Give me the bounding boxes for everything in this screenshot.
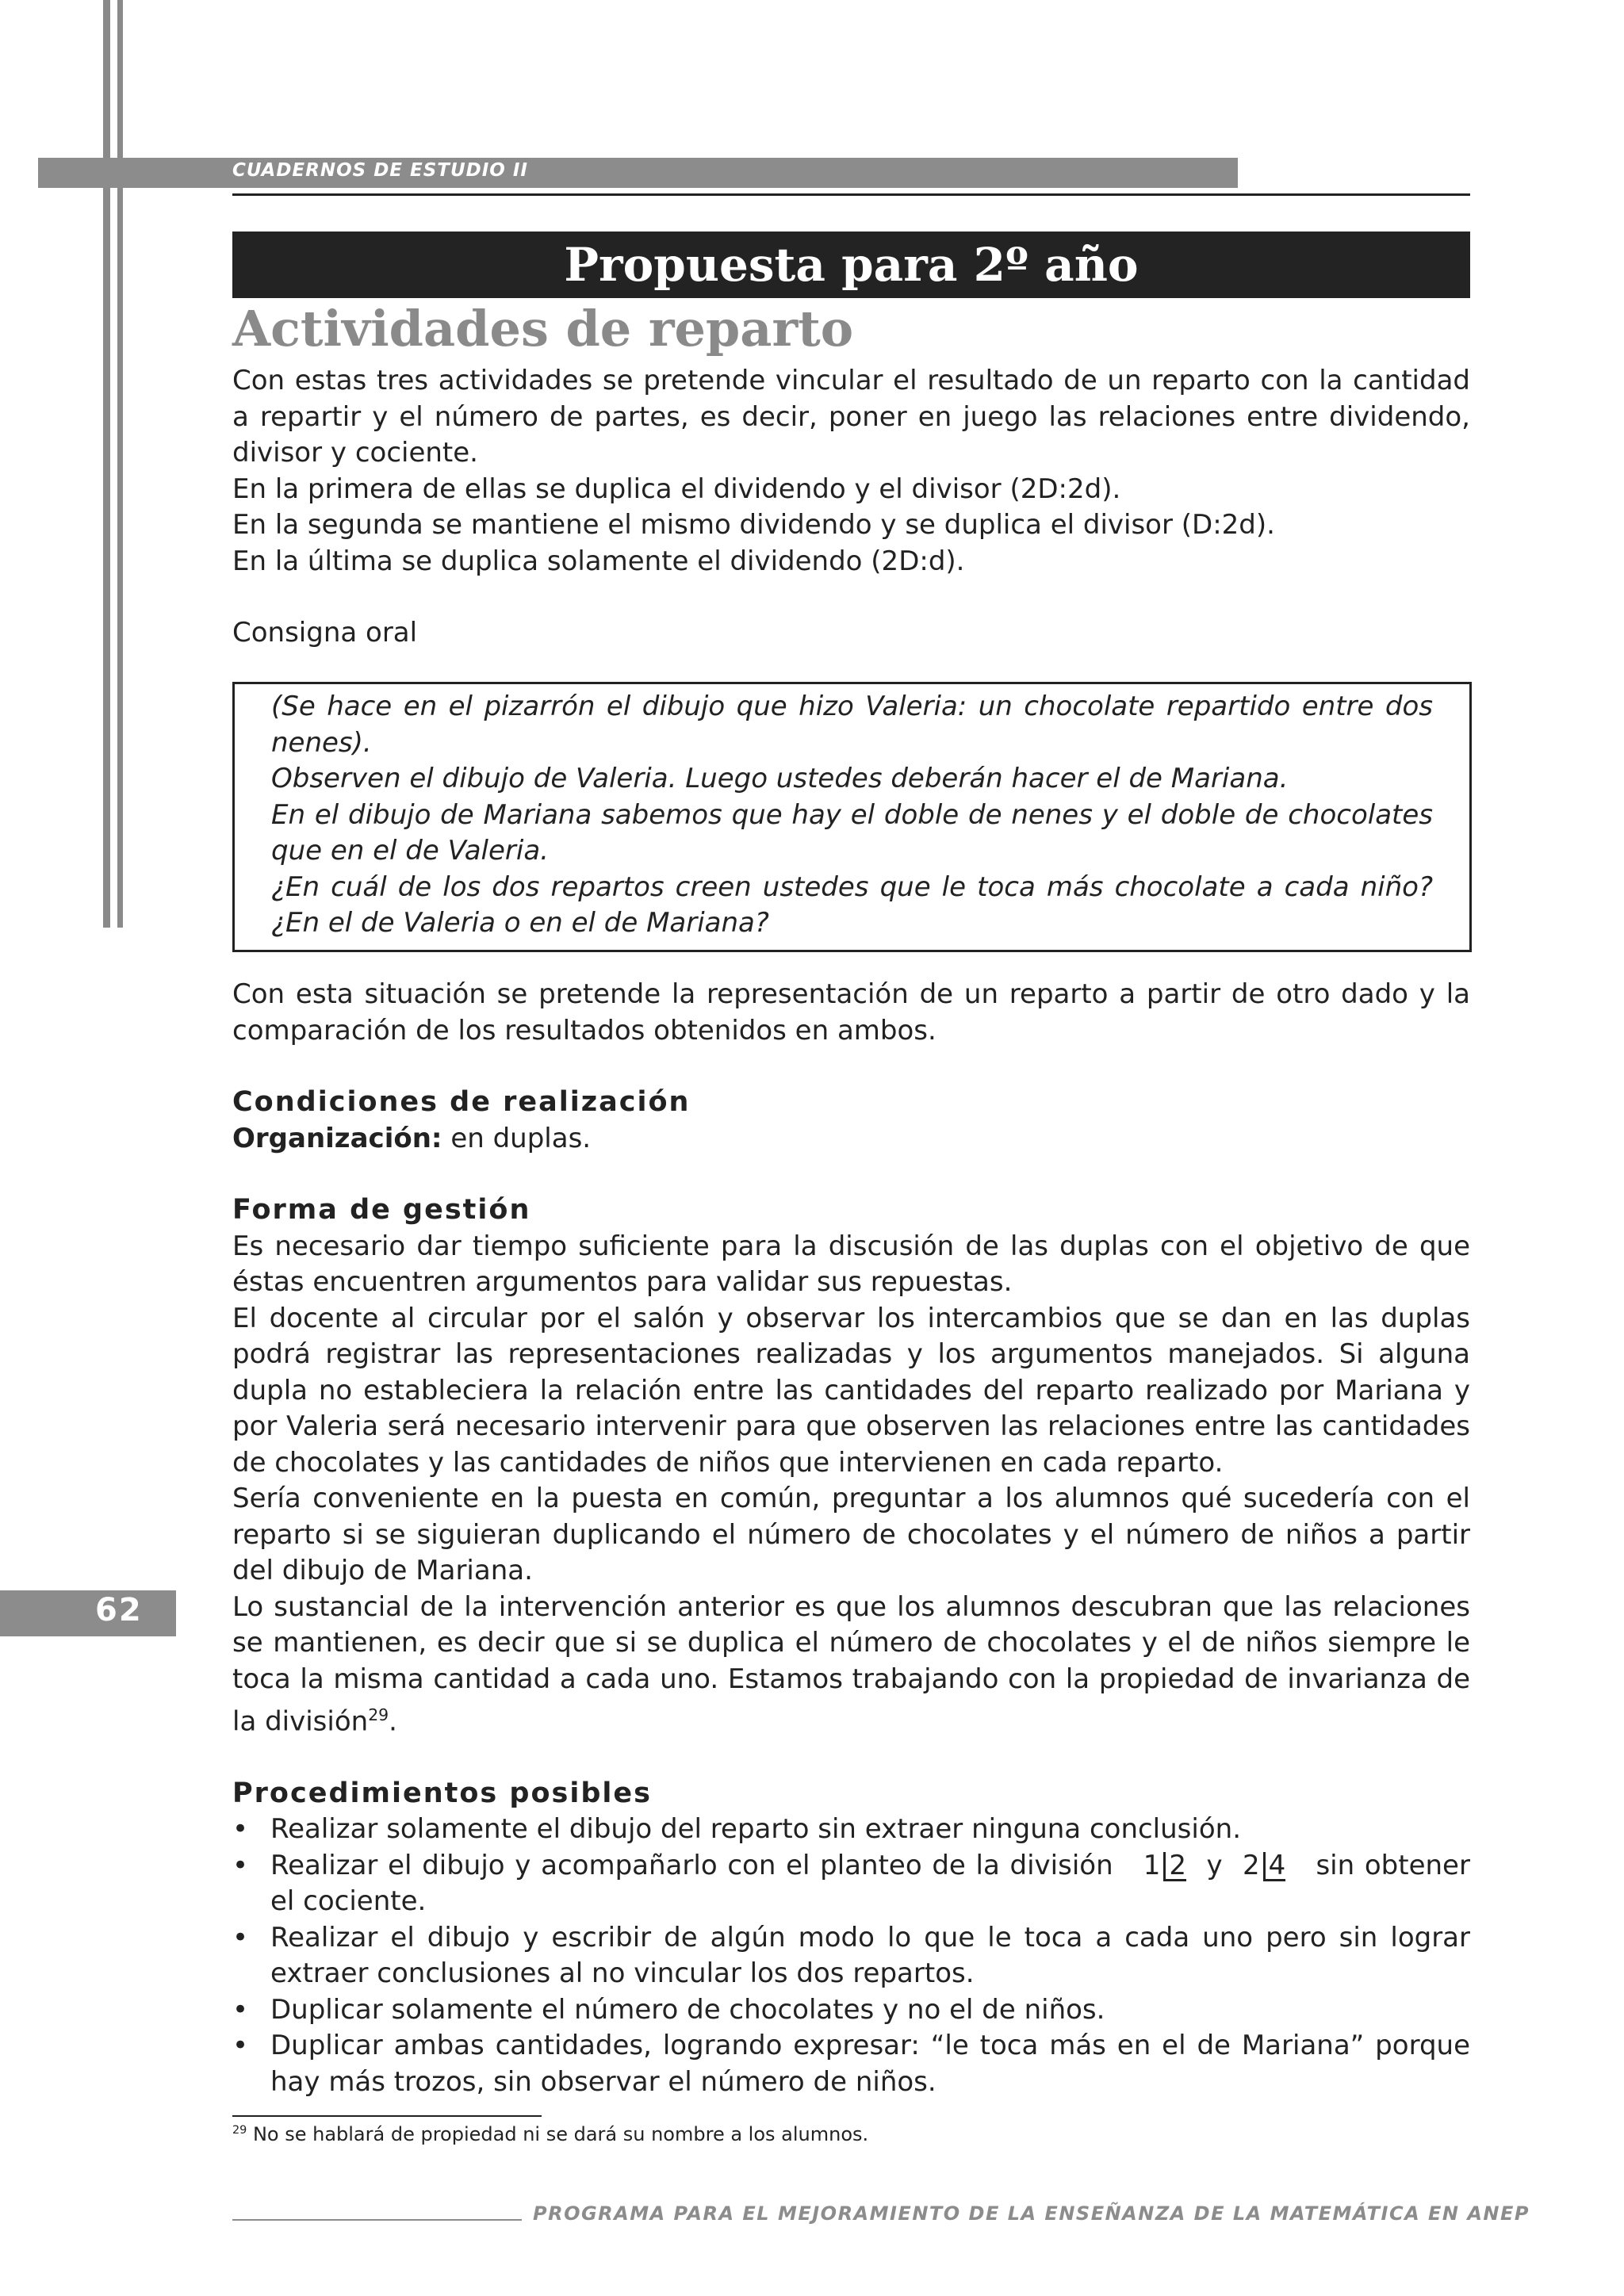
running-header: CUADERNOS DE ESTUDIO II: [232, 160, 528, 181]
situation-paragraph: Con esta situación se pretende la representación de un reparto a partir de otro dado y la comparación de los resultados obtenidos en ambos.: [232, 978, 1470, 1047]
gestion-paragraph-text: Lo sustancial de la intervención anterior es que los alumnos descubran que las relaciones se mantienen, es decir que si se duplica el número de chocolates y el de niños siempre le toca la misma cantidad a cada uno. Estamos trabajando con la propiedad de invarianza de la división: [232, 1590, 1470, 1738]
section-title: Actividades de reparto: [232, 300, 854, 358]
bullet-icon: •: [232, 1849, 249, 1881]
list-item-text: Duplicar solamente el número de chocolates y no el de niños.: [270, 1993, 1105, 2026]
list-item-text: sin obtener el cociente.: [270, 1849, 1470, 1918]
procedures-list: [232, 1812, 1470, 2100]
footnote-ref: 29: [368, 1705, 389, 1724]
running-footer: PROGRAMA PARA EL MEJORAMIENTO DE LA ENSEÑANZA DE LA MATEMÁTICA EN ANEP: [533, 2202, 1530, 2225]
consigna-line: Observen el dibujo de Valeria. Luego ustedes deberán hacer el de Mariana.: [271, 763, 1289, 794]
intro-paragraph: En la primera de ellas se duplica el dividendo y el divisor (2D:2d).: [232, 473, 1121, 505]
bullet-icon: •: [232, 1993, 249, 2026]
intro-paragraph: En la segunda se mantiene el mismo dividendo y se duplica el divisor (D:2d).: [232, 509, 1275, 541]
bullet-icon: •: [232, 1921, 249, 1954]
header-rule: [232, 193, 1470, 196]
footnote-text: No se hablará de propiedad ni se dará su nombre a los alumnos.: [247, 2123, 869, 2145]
list-item-text: Realizar el dibujo y acompañarlo con el planteo de la división: [270, 1849, 1113, 1881]
page-number: 62: [95, 1592, 143, 1628]
division-dividend: 1: [1143, 1849, 1161, 1881]
gestion-paragraph: El docente al circular por el salón y observar los intercambios que se dan en las duplas podrá registrar las representaciones realizadas y los argumentos manejados. Si alguna dupla no estableciera la relación entre las cantidades del reparto realizado por Mariana y por Valeria será necesario intervenir para que observen las relaciones entre las cantidades de chocolates y las cantidades de niños que intervienen en cada reparto.: [232, 1302, 1470, 1479]
page-title: Propuesta para 2º año: [232, 232, 1470, 298]
list-item: [232, 1848, 1470, 1920]
division-divisor: 2: [1163, 1852, 1186, 1881]
bullet-icon: •: [232, 1813, 249, 1846]
consigna-box: [232, 682, 1472, 952]
consigna-line: (Se hace en el pizarrón el dibujo que hizo Valeria: un chocolate repartido entre dos nenes).: [271, 691, 1433, 759]
list-item-text: Duplicar ambas cantidades, logrando expresar: “le toca más en el de Mariana” porque hay más trozos, sin observar el número de niños.: [270, 2030, 1470, 2098]
gestion-heading: Forma de gestión: [232, 1194, 531, 1226]
organization-line: [232, 1121, 1470, 1158]
list-item: [232, 2028, 1470, 2100]
intro-block: [232, 363, 1470, 652]
consigna-label: Consigna oral: [232, 617, 418, 649]
list-item: [232, 1920, 1470, 1992]
gestion-paragraph: Sería conveniente en la puesta en común, preguntar a los alumnos qué sucedería con el reparto si se siguieran duplicando el número de chocolates y el número de niños a partir del dibujo de Mariana.: [232, 1483, 1470, 1586]
intro-paragraph: En la última se duplica solamente el dividendo (2D:d).: [232, 545, 965, 577]
footnote-rule: [232, 2115, 542, 2117]
gestion-paragraph: Es necesario dar tiempo suficiente para la discusión de las duplas con el objetivo de que éstas encuentren argumentos para validar sus repuestas.: [232, 1230, 1470, 1298]
division-joiner: y: [1206, 1849, 1223, 1881]
body-block: [232, 977, 1470, 2100]
list-item: [232, 1992, 1470, 2029]
organization-value: en duplas.: [442, 1122, 592, 1154]
division-divisor: 4: [1263, 1852, 1286, 1881]
decorative-vertical-bar: [103, 0, 110, 928]
list-item-text: Realizar el dibujo y escribir de algún modo lo que le toca a cada uno pero sin lograr extraer conclusiones al no vincular los dos repartos.: [270, 1921, 1470, 1990]
procedures-heading: Procedimientos posibles: [232, 1777, 652, 1809]
page-number-band: [0, 1590, 176, 1636]
list-item: [232, 1812, 1470, 1848]
list-item-text: Realizar solamente el dibujo del reparto sin extraer ninguna conclusión.: [270, 1813, 1241, 1846]
division-dividend: 2: [1243, 1849, 1260, 1881]
bullet-icon: •: [232, 2030, 249, 2062]
decorative-vertical-bar: [117, 0, 123, 928]
gestion-paragraph: Lo sustancial de la intervención anterior es que los alumnos descubran que las relaciones se mantienen, es decir que si se duplica el número de chocolates y el de niños siempre le toca la misma cantidad a cada uno. Estamos trabajando con la propiedad de invarianza de la división$^{29}$.: [232, 1590, 1470, 1738]
footnote: [232, 2123, 868, 2145]
header-band: [38, 158, 1238, 188]
footer-rule: [232, 2219, 522, 2221]
organization-label: Organización:: [232, 1122, 442, 1154]
consigna-line: ¿En cuál de los dos repartos creen ustedes que le toca más chocolate a cada niño? ¿En el de Valeria o en el de Mariana?: [271, 871, 1433, 939]
intro-paragraph: Con estas tres actividades se pretende vincular el resultado de un reparto con la cantidad a repartir y el número de partes, es decir, poner en juego las relaciones entre dividendo, divisor y cociente.: [232, 365, 1470, 469]
conditions-heading: Condiciones de realización: [232, 1086, 691, 1118]
consigna-line: En el dibujo de Mariana sabemos que hay el doble de nenes y el doble de chocolates que en el de Valeria.: [271, 798, 1433, 867]
footnote-number: 29: [232, 2124, 247, 2137]
